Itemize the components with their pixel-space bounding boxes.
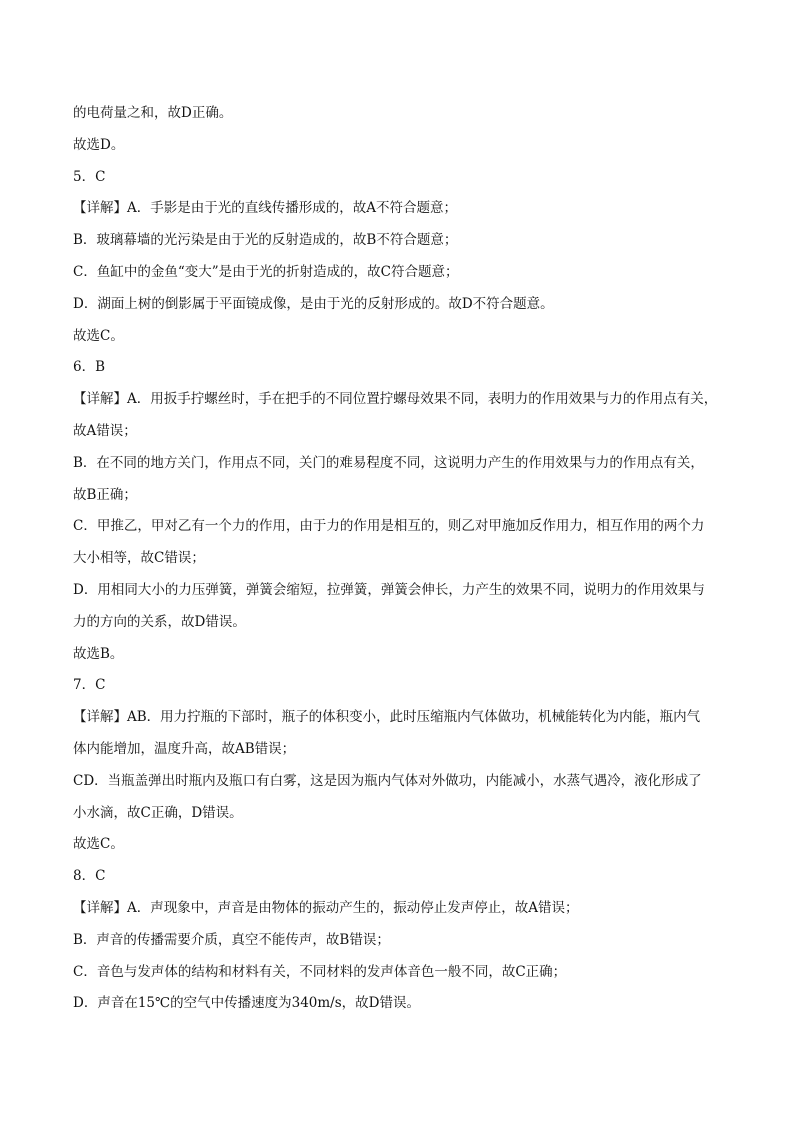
text-line: B．在不同的地方关门，作用点不同，关门的难易程度不同，这说明力产生的作用效果与力的作用点有关， xyxy=(73,454,704,471)
text-line: 力的方向的关系，故D错误。 xyxy=(73,613,246,630)
text-line: C．甲推乙，甲对乙有一个力的作用，由于力的作用是相互的，则乙对甲施加反作用力，相互作用的两个力 xyxy=(73,518,705,535)
text-line: 故A错误； xyxy=(73,422,137,439)
text-line: 【详解】A．用扳手拧螺丝时，手在把手的不同位置拧螺母效果不同，表明力的作用效果与力的作用点有关， xyxy=(73,391,718,408)
text-line: 故选C。 xyxy=(73,327,124,344)
text-line: 故选D。 xyxy=(73,136,125,153)
text-line: 小水滴，故C正确，D错误。 xyxy=(73,804,243,821)
text-line: 【详解】A．声现象中，声音是由物体的振动产生的，振动停止发声停止，故A错误； xyxy=(73,899,579,916)
question-number: 7．C xyxy=(73,677,106,694)
text-line: D．用相同大小的力压弹簧，弹簧会缩短，拉弹簧，弹簧会伸长，力产生的效果不同，说明力的作用效果与 xyxy=(73,581,705,598)
text-line: 故B正确； xyxy=(73,486,137,503)
question-number: 5．C xyxy=(73,168,106,185)
question-number: 6．B xyxy=(73,359,106,376)
text-line: B．玻璃幕墙的光污染是由于光的反射造成的，故B不符合题意； xyxy=(73,232,458,249)
text-line: 故选C。 xyxy=(73,836,124,853)
text-line: D．声音在15℃的空气中传播速度为340m/s，故D错误。 xyxy=(73,995,420,1012)
text-line: C．音色与发声体的结构和材料有关，不同材料的发声体音色一般不同，故C正确； xyxy=(73,963,567,980)
text-line: B．声音的传播需要介质，真空不能传声，故B错误； xyxy=(73,931,390,948)
text-line: C．鱼缸中的金鱼“变大”是由于光的折射造成的，故C符合题意； xyxy=(73,263,459,280)
text-line: 【详解】A．手影是由于光的直线传播形成的，故A不符合题意； xyxy=(73,200,457,217)
answer-explanations xyxy=(73,101,728,1023)
text-line: 【详解】AB．用力拧瓶的下部时，瓶子的体积变小，此时压缩瓶内气体做功，机械能转化为内能，瓶内气 xyxy=(73,709,701,726)
question-number: 8．C xyxy=(73,868,106,885)
text-line: CD．当瓶盖弹出时瓶内及瓶口有白雾，这是因为瓶内气体对外做功，内能减小，水蒸气遇冷，液化形成了 xyxy=(73,772,702,789)
text-line: 大小相等，故C错误； xyxy=(73,550,205,567)
text-line: 故选B。 xyxy=(73,645,124,662)
text-line: 的电荷量之和，故D正确。 xyxy=(73,105,233,121)
text-line: 体内能增加，温度升高，故AB错误； xyxy=(73,740,296,757)
text-line: D．湖面上树的倒影属于平面镜成像，是由于光的反射形成的。故D不符合题意。 xyxy=(73,295,554,312)
